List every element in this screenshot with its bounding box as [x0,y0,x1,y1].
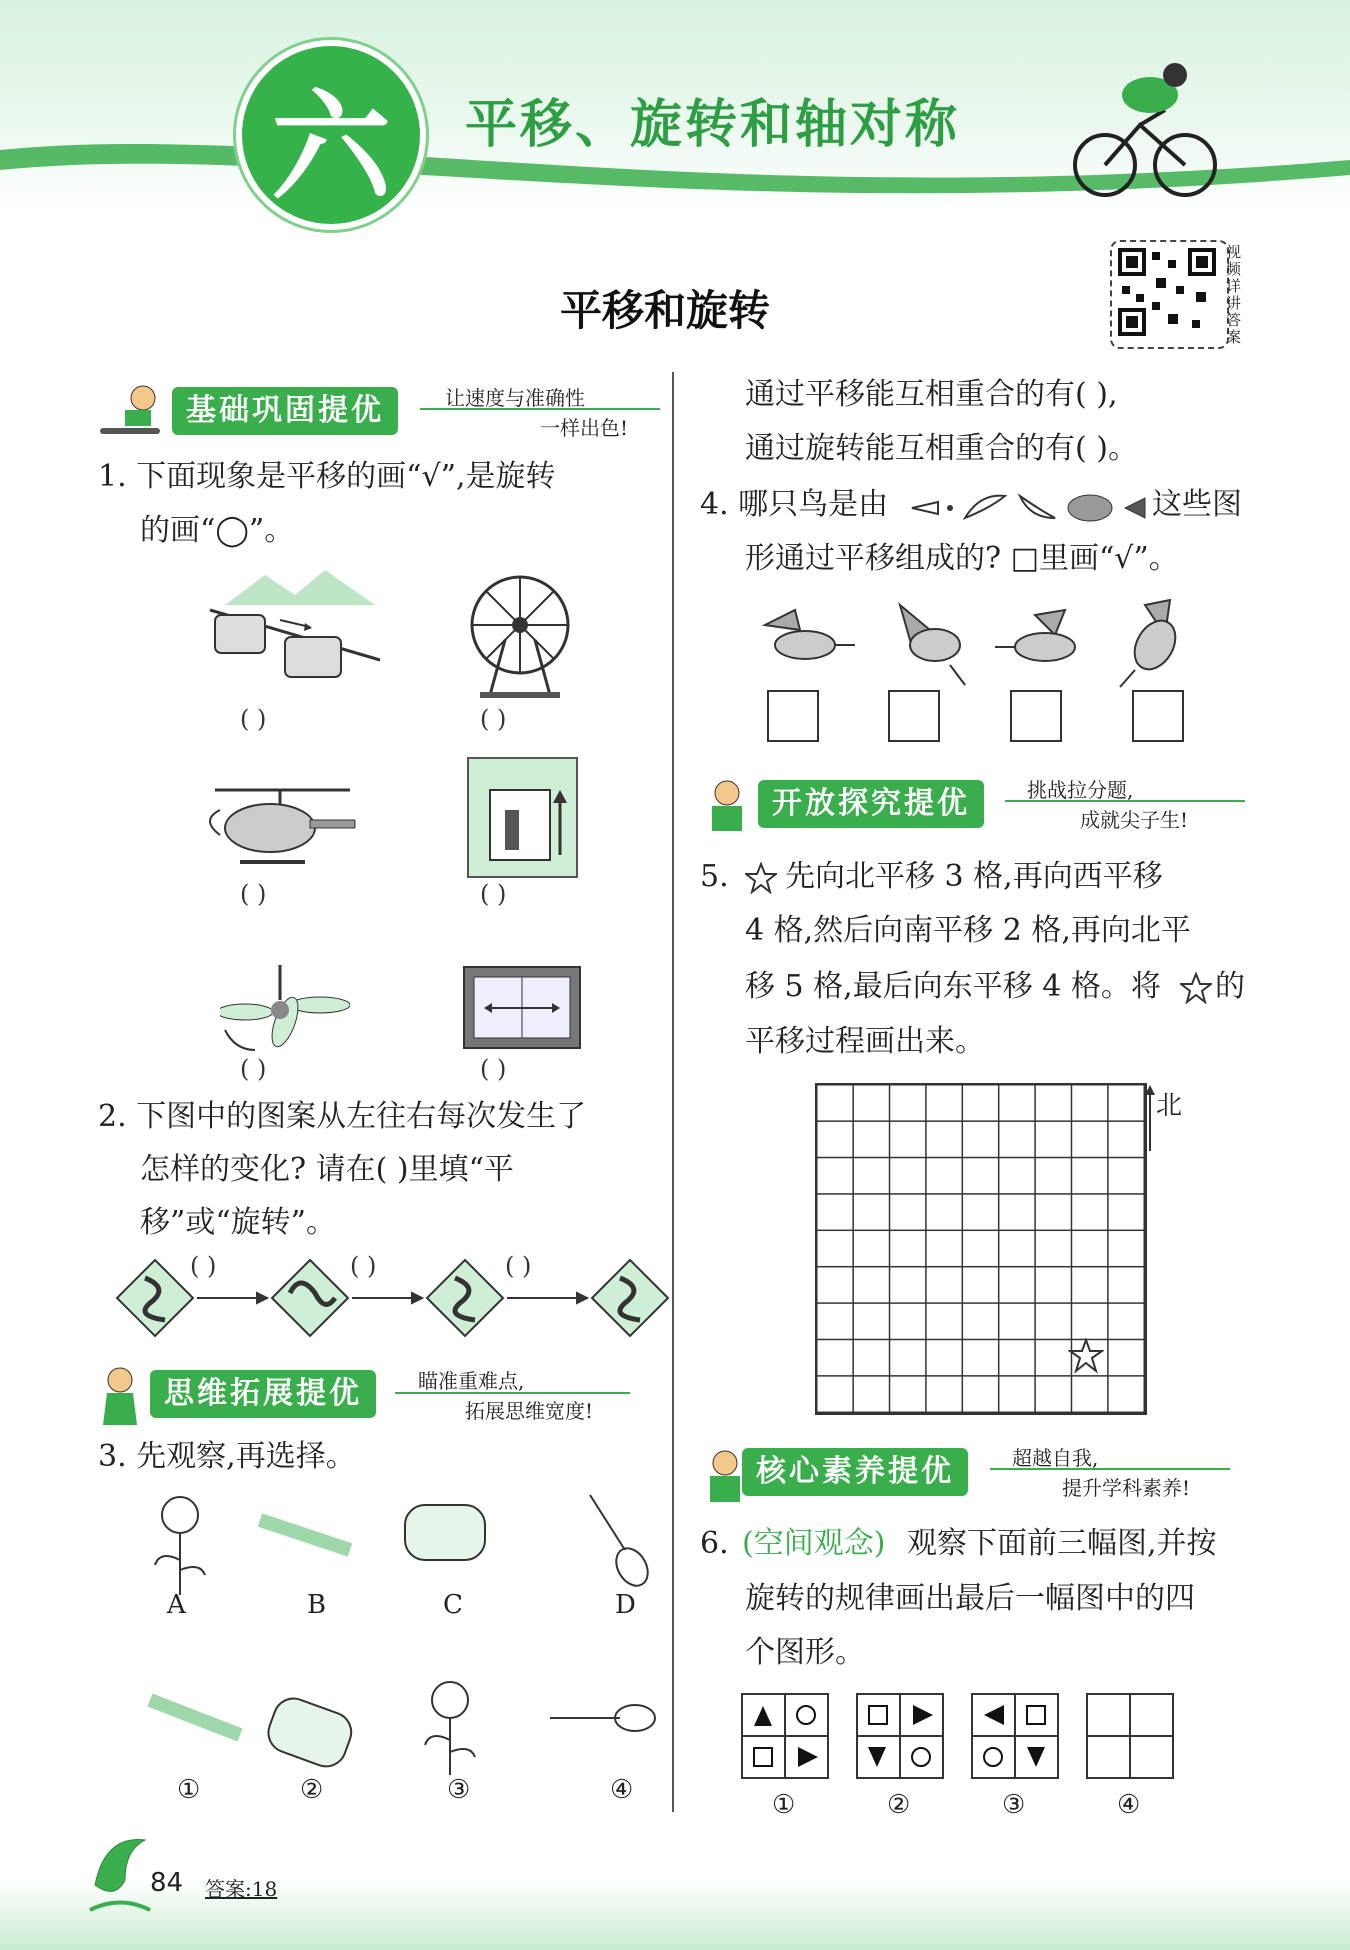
section-banner-thinking: 思维拓展提优 [150,1370,376,1418]
banner-note: 一样出色! [540,416,629,440]
chapter-number: 六 [271,79,391,218]
section-banner-core: 核心素养提优 [742,1448,968,1496]
answer-paren[interactable]: ( ) [240,705,267,733]
q3-label-top: D [615,1590,636,1620]
q2-line1: 2. 下图中的图案从左往右每次发生了 [98,1099,587,1134]
q6-label: ③ [1002,1790,1026,1820]
chapter-title: 平移、旋转和轴对称 [465,95,961,155]
north-arrow-icon [1143,1083,1157,1153]
lesson-title: 平移和旋转 [560,286,771,335]
q2-answer-paren-3[interactable]: ( ) [505,1252,532,1280]
q6-label: ② [887,1790,911,1820]
helicopter-image [200,780,360,880]
banner-note: 成就尖子生! [1080,808,1189,832]
q6-label: ① [772,1790,796,1820]
q5-line4: 平移过程画出来。 [745,1024,985,1059]
q4-checkbox-1[interactable] [767,690,819,742]
q4-checkbox-3[interactable] [1010,690,1062,742]
ceiling-fan-image [220,960,350,1060]
q6-line1: 观察下面前三幅图,并按 [907,1526,1217,1561]
sliding-window-image [462,965,582,1050]
footer-band [0,1880,1350,1950]
q5-line1: 先向北平移 3 格,再向西平移 [785,859,1163,894]
q3-label-bottom: ④ [610,1775,634,1805]
answer-reference[interactable]: 答案:18 [205,1877,278,1901]
banner-note: 瞄准重难点, [418,1369,525,1393]
q4-checkbox-4[interactable] [1132,690,1184,742]
answer-paren[interactable]: ( ) [240,880,267,908]
q2-line2: 怎样的变化? 请在( )里填“平 [140,1152,514,1187]
q5-number: 5. [700,859,729,894]
banner-note: 让速度与准确性 [445,386,585,410]
section-banner-open: 开放探究提优 [758,780,984,828]
q4-line1b: 这些图 [1152,487,1242,522]
qr-code[interactable] [1110,240,1229,349]
banner-note: 提升学科素养! [1062,1476,1191,1500]
q4-line2: 形通过平移组成的? □里画“√”。 [745,541,1179,576]
star-icon [1180,972,1212,1004]
q6-number: 6. [700,1526,729,1561]
qr-note: 视频详讲答案 [1226,243,1242,346]
page-number: 84 [150,1868,184,1898]
star-icon [1068,1338,1104,1374]
q5-line3b: 的 [1215,969,1245,1004]
answer-paren[interactable]: ( ) [480,1055,507,1083]
q3-answer-line2[interactable]: 通过旋转能互相重合的有( )。 [745,431,1138,466]
q3-line1: 3. 先观察,再选择。 [98,1439,356,1474]
cable-car-image [205,565,385,695]
answer-paren[interactable]: ( ) [480,880,507,908]
q3-bottom-images [140,1680,660,1780]
q6-rotation-grids [740,1692,1180,1782]
q2-line3: 移”或“旋转”。 [140,1205,337,1240]
banner-note: 拓展思维宽度! [465,1399,594,1423]
cyclists-illustration [1070,50,1230,200]
q4-checkbox-2[interactable] [888,690,940,742]
girl-mascot-icon [95,1365,145,1440]
star-icon [745,862,777,894]
q3-label-bottom: ③ [447,1775,471,1805]
elevator-image [465,755,580,880]
answer-paren[interactable]: ( ) [240,1055,267,1083]
skateboard-kid-icon [95,380,170,445]
q6-label: ④ [1117,1790,1141,1820]
banner-note: 超越自我, [1012,1446,1099,1470]
q2-answer-paren-2[interactable]: ( ) [350,1252,377,1280]
q1-line1: 1. 下面现象是平移的画“√”,是旋转 [98,459,556,494]
q1-line2: 的画“◯”。 [140,513,295,548]
boy-mascot-icon [700,778,755,838]
q3-top-images [140,1490,660,1600]
banner-note: 挑战拉分题, [1027,778,1134,802]
q3-label-bottom: ① [177,1775,201,1805]
q5-line2: 4 格,然后向南平移 2 格,再向北平 [745,913,1191,948]
column-divider [672,372,674,1812]
q3-label-top: A [167,1590,186,1620]
ferris-wheel-image [460,570,580,700]
q4-line1: 4. 哪只鸟是由 [700,487,889,522]
q6-line3: 个图形。 [745,1635,865,1670]
q5-line3: 移 5 格,最后向东平移 4 格。将 [745,969,1161,1004]
section-banner-basic: 基础巩固提优 [172,387,398,435]
q3-label-top: C [443,1590,463,1620]
q2-answer-paren-1[interactable]: ( ) [190,1252,217,1280]
q3-label-bottom: ② [300,1775,324,1805]
dolphin-icon [85,1825,155,1915]
q3-answer-line1[interactable]: 通过平移能互相重合的有( ), [745,377,1118,412]
q3-label-top: B [307,1590,327,1620]
qr-code-icon [1112,242,1223,343]
answer-paren[interactable]: ( ) [480,705,507,733]
q4-shapes [910,488,1150,528]
q6-line2: 旋转的规律画出最后一幅图中的四 [745,1581,1195,1616]
north-label: 北 [1156,1091,1183,1121]
q4-birds [755,595,1215,690]
q6-tag: (空间观念) [742,1526,886,1561]
